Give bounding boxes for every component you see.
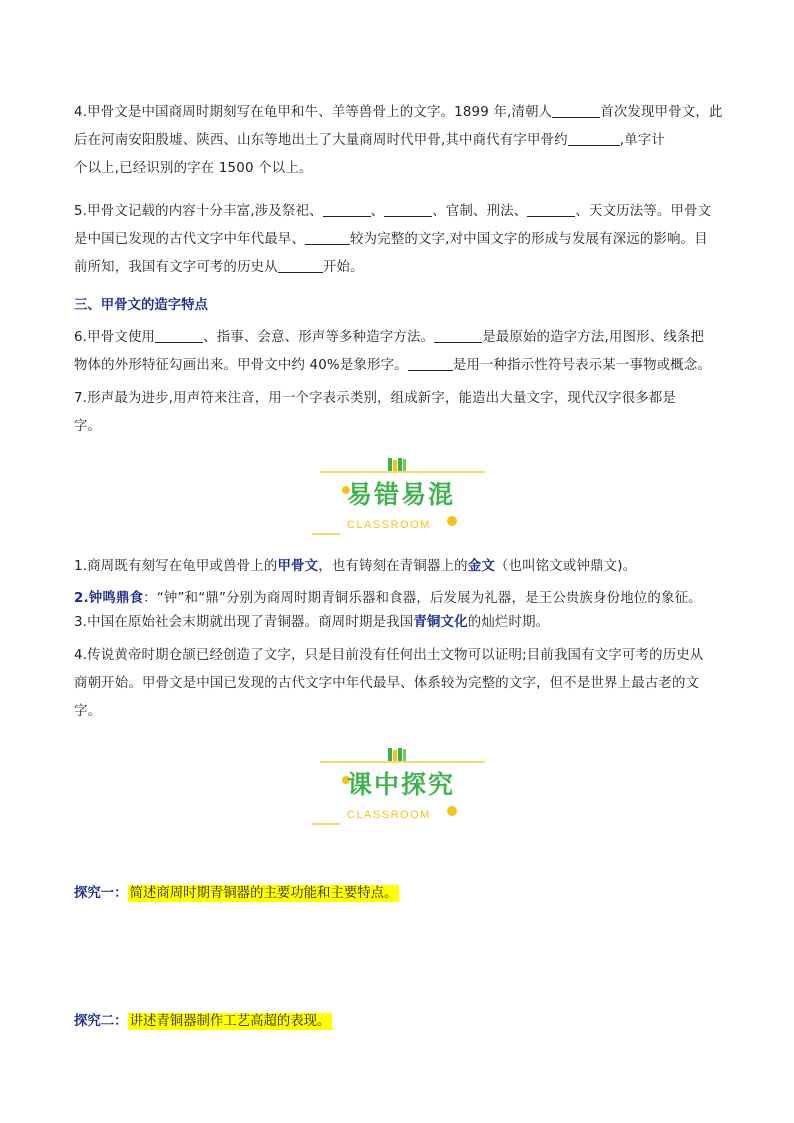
text: 、指事、会意、形声等多种造字方法。 (203, 330, 435, 345)
text: 5.甲骨文记载的内容十分丰富,涉及祭祀、 (74, 204, 323, 219)
text: 、官制、刑法、 (432, 204, 528, 219)
text: 的灿烂时期。 (467, 615, 550, 630)
text: ：“钟”和“鼎”分别为商周时期青铜乐器和食器，后发展为礼器，是王公贵族身份地位的象征。 (143, 591, 702, 606)
q4-line-2 (74, 127, 724, 155)
banner-title: 易错易混 (347, 480, 456, 509)
fill-blank[interactable] (568, 128, 620, 146)
highlighted-question: 讲述青铜器制作工艺高超的表现。 (129, 1014, 331, 1029)
q5-line-1 (74, 198, 724, 226)
fill-blank[interactable] (305, 227, 350, 245)
text: 、天文历法等。甲骨文 (575, 204, 712, 219)
fill-blank[interactable] (434, 325, 482, 343)
explore-question-1 (74, 882, 399, 901)
q4-line-3: 个以上,已经识别的字在 1500 个以上。 (74, 161, 313, 176)
text: 1.商周既有刻写在龟甲或兽骨上的 (74, 559, 278, 574)
q6-line-2 (74, 352, 724, 380)
note-4-line-2: 商朝开始。甲骨文是中国已发现的古代文字中年代最早、体系较为完整的文字，但不是世界上最古老的文 (74, 676, 700, 691)
text: 是最原始的造字方法,用图形、线条把 (482, 330, 705, 345)
question-7 (74, 385, 724, 441)
fill-blank[interactable] (527, 199, 575, 217)
text: 首次发现甲骨文，此 (600, 105, 723, 120)
explore-label: 探究一： (74, 886, 128, 901)
explore-question-2 (74, 1010, 332, 1029)
text: 前所知，我国有文字可考的历史从 (74, 260, 278, 275)
question-4 (74, 99, 724, 183)
q5-line-2 (74, 226, 724, 254)
keyword: 金文 (467, 559, 495, 574)
keyword: 甲骨文 (277, 559, 319, 574)
text: 后在河南安阳殷墟、陕西、山东等地出土了大量商周时代甲骨,其中商代有字甲骨约 (74, 133, 568, 148)
fill-blank[interactable] (323, 199, 371, 217)
note-4-line-3: 字。 (74, 704, 102, 719)
text: 4.甲骨文是中国商周时期刻写在龟甲和牛、羊等兽骨上的文字。1899 年,清朝人 (74, 105, 553, 120)
explore-label: 探究二： (74, 1014, 128, 1029)
q6-line-1 (74, 324, 724, 352)
fill-blank[interactable] (408, 353, 453, 371)
text: 物体的外形特征勾画出来。甲骨文中约 40%是象形字。 (74, 358, 408, 373)
section-banner-explore (300, 745, 500, 835)
text: 是中国已发现的古代文字中年代最早、 (74, 232, 306, 247)
fill-blank[interactable] (384, 199, 432, 217)
keyword: 青铜文化 (413, 615, 468, 630)
section-heading: 三、甲骨文的造字特点 (74, 298, 208, 313)
banner-subtitle: CLASSROOM (347, 519, 431, 531)
banner-subtitle: CLASSROOM (347, 809, 431, 821)
note-3 (74, 609, 724, 637)
text: ，也有铸刻在青铜器上的 (318, 559, 468, 574)
text: 3.中国在原始社会末期就出现了青铜器。商周时期是我国 (74, 615, 414, 630)
note-4-line-1: 4.传说黄帝时期仓颉已经创造了文字，只是目前没有任何出土文物可以证明;目前我国有文字可考的历史从 (74, 648, 704, 663)
fill-blank[interactable] (278, 255, 323, 273)
section-banner-errors (300, 455, 500, 545)
banner-title: 课中探究 (347, 770, 456, 799)
fill-blank[interactable] (552, 100, 600, 118)
note-4 (74, 642, 724, 726)
fill-blank[interactable] (155, 325, 203, 343)
q7-line-1: 7.形声最为进步,用声符来注音，用一个字表示类别，组成新字，能造出大量文字，现代汉字很多都是 (74, 391, 677, 406)
q7-line-2: 字。 (74, 419, 102, 434)
text: 开始。 (322, 260, 364, 275)
keyword: 2.钟鸣鼎食 (74, 591, 144, 606)
q5-line-3 (74, 254, 724, 282)
note-1 (74, 553, 724, 581)
question-6 (74, 324, 724, 380)
text: （也叫铭文或钟鼎文)。 (494, 559, 637, 574)
text: 是用一种指示性符号表示某一事物或概念。 (452, 358, 712, 373)
text: 、 (370, 204, 385, 219)
text: 较为完整的文字,对中国文字的形成与发展有深远的影响。目 (350, 232, 708, 247)
text: ,单字计 (619, 133, 665, 148)
question-5 (74, 198, 724, 282)
text: 6.甲骨文使用 (74, 330, 156, 345)
highlighted-question: 简述商周时期青铜器的主要功能和主要特点。 (129, 886, 398, 901)
q4-line-1 (74, 99, 724, 127)
